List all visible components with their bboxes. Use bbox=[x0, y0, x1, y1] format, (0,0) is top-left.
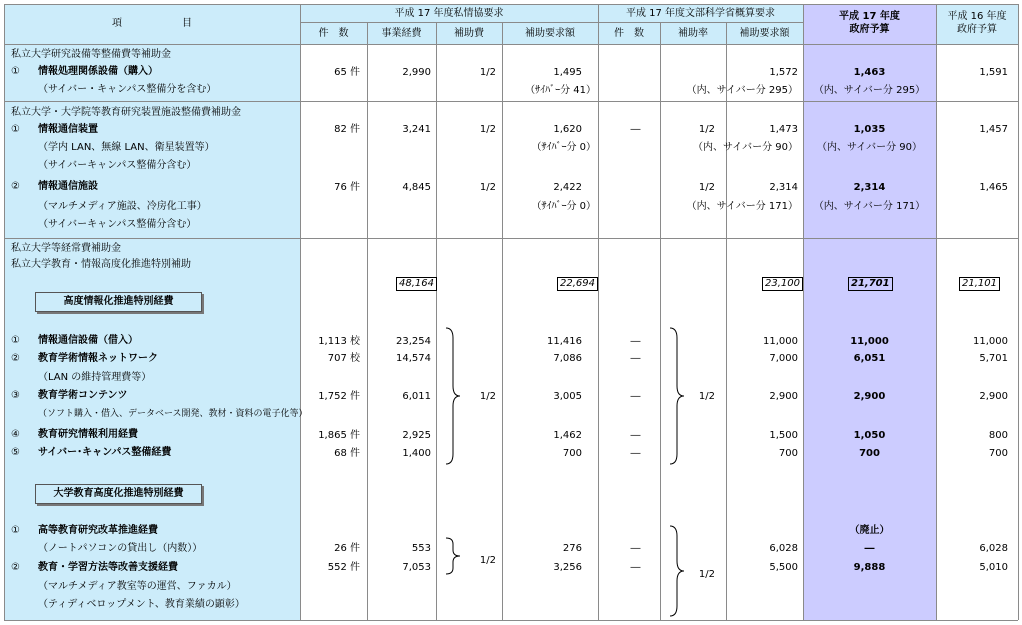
project-cost-header: 事業経費 bbox=[381, 28, 422, 39]
section2-item2-mext-request: 2,314 bbox=[769, 182, 798, 193]
cat2-item2-mext-request: 5,500 bbox=[769, 562, 798, 573]
cat1-item1-mext-request: 11,000 bbox=[763, 336, 798, 347]
cat1-item3-project-cost: 6,011 bbox=[402, 391, 431, 402]
cat1-item1-label: 情報通信設備（借入） bbox=[38, 335, 138, 346]
section1-budget17-note: （内、サイバー分 295） bbox=[813, 85, 926, 96]
budget17-header: 平成 17 年度 政府予算 bbox=[839, 11, 900, 35]
cat1-item5-count: 68 件 bbox=[334, 448, 360, 459]
section3-total-request: 22,694 bbox=[557, 277, 598, 291]
cat1-item5-mext-count: ― bbox=[630, 448, 641, 459]
section2-title: 私立大学・大学院等教育研究装置施設整備費補助金 bbox=[11, 107, 241, 118]
mext-request-header: 補助要求額 bbox=[739, 28, 790, 39]
cat1-item2-number: ② bbox=[11, 353, 20, 364]
section2-item1-budget16: 1,457 bbox=[979, 124, 1008, 135]
cat1-item3-count: 1,752 件 bbox=[318, 391, 360, 402]
request-amount-header: 補助要求額 bbox=[525, 28, 575, 39]
cat1-subsidy-brace bbox=[444, 326, 464, 466]
subsidy-ratio-header: 補助費 bbox=[454, 28, 484, 39]
section3-title2: 私立大学教育・情報高度化推進特別補助 bbox=[11, 259, 191, 270]
cat1-item5-project-cost: 1,400 bbox=[402, 448, 431, 459]
section2-item1-subsidy-ratio: 1/2 bbox=[479, 124, 496, 135]
cat2-item1-project-cost: 553 bbox=[411, 543, 431, 554]
cat1-item1-budget16: 11,000 bbox=[973, 336, 1008, 347]
cat1-item2-count: 707 校 bbox=[327, 353, 360, 364]
section2-item1-mext-request: 1,473 bbox=[769, 124, 798, 135]
cat1-item5-request: 700 bbox=[562, 448, 582, 459]
section2-item1-count: 82 件 bbox=[334, 124, 360, 135]
cat1-item1-number: ① bbox=[11, 335, 20, 346]
section2-item1-number: ① bbox=[11, 124, 20, 135]
cat2-item2-request: 3,256 bbox=[553, 562, 582, 573]
section2-item2-budget17: 2,314 bbox=[853, 182, 886, 193]
section2-item1-mext-rate: 1/2 bbox=[698, 124, 715, 135]
section2-item2-mext-note: （内、サイバー分 171） bbox=[686, 201, 798, 212]
cat2-item1-request: 276 bbox=[562, 543, 582, 554]
section2-item2-request: 2,422 bbox=[553, 182, 582, 193]
section1-title: 私立大学研究設備等整備費等補助金 bbox=[11, 49, 171, 60]
category1-label: 高度情報化推進特別経費 bbox=[35, 292, 202, 312]
cat2-item2-note2: （ティディベロップメント、教育業績の顕彰） bbox=[38, 599, 245, 610]
cat1-item5-number: ⑤ bbox=[11, 447, 20, 458]
section3-total-mext-request: 23,100 bbox=[762, 277, 803, 291]
section1-subsidy-ratio: 1/2 bbox=[479, 67, 496, 78]
cat1-mext-rate: 1/2 bbox=[698, 391, 715, 402]
budget-table bbox=[4, 4, 1018, 620]
cat1-item5-budget17: 700 bbox=[859, 448, 880, 459]
cat1-subsidy-ratio: 1/2 bbox=[479, 391, 496, 402]
cat1-item4-budget17: 1,050 bbox=[853, 430, 886, 441]
mext-group-header: 平成 17 年度文部科学省概算要求 bbox=[625, 8, 776, 19]
cat1-item2-label: 教育学術情報ネットワーク bbox=[38, 353, 158, 364]
cat1-item4-budget16: 800 bbox=[988, 430, 1008, 441]
section1-item-number: ① bbox=[11, 66, 20, 77]
cat2-item1-mext-request: 6,028 bbox=[769, 543, 798, 554]
cat1-item4-project-cost: 2,925 bbox=[402, 430, 431, 441]
cat1-item1-count: 1,113 校 bbox=[318, 336, 360, 347]
section2-item1-budget17: 1,035 bbox=[853, 124, 886, 135]
cat1-item2-project-cost: 14,574 bbox=[396, 353, 431, 364]
mext-count-header: 件 数 bbox=[614, 28, 644, 39]
cat1-item1-mext-count: ― bbox=[630, 336, 641, 347]
section2-item1-label: 情報通信装置 bbox=[38, 124, 98, 135]
section3-title1: 私立大学等経常費補助金 bbox=[11, 243, 121, 254]
section2-item1-request: 1,620 bbox=[553, 124, 582, 135]
section2-item1-budget17-note: （内、サイバー分 90） bbox=[816, 142, 922, 153]
cat2-item2-budget16: 5,010 bbox=[979, 562, 1008, 573]
section1-budget17: 1,463 bbox=[853, 67, 886, 78]
cat2-item1-budget17: （廃止） bbox=[849, 525, 890, 536]
cat1-item1-request: 11,416 bbox=[547, 336, 582, 347]
section2-item2-budget16: 1,465 bbox=[979, 182, 1008, 193]
cat2-item2-number: ② bbox=[11, 562, 20, 573]
section1-project-cost: 2,990 bbox=[402, 67, 431, 78]
cat1-item3-number: ③ bbox=[11, 390, 20, 401]
section2-item1-note1: （学内 LAN、無線 LAN、衛星装置等） bbox=[38, 142, 215, 153]
cat2-item1-budget16: 6,028 bbox=[979, 543, 1008, 554]
section1-request-note: （ｻｲﾊﾞｰ分 41） bbox=[525, 85, 596, 96]
section2-item2-note2: （サイバーキャンパス整備分含む） bbox=[38, 219, 197, 230]
section1-mext-note: （内、サイバー分 295） bbox=[686, 85, 798, 96]
section1-request: 1,495 bbox=[553, 67, 582, 78]
cat1-item3-budget16: 2,900 bbox=[979, 391, 1008, 402]
section2-item2-mext-rate: 1/2 bbox=[698, 182, 715, 193]
cat1-item3-note: （ソフト購入・借入、データベース開発、教材・資料の電子化等） bbox=[38, 409, 308, 419]
cat2-item2-budget17: 9,888 bbox=[853, 562, 886, 573]
section3-total-project-cost: 48,164 bbox=[396, 277, 437, 291]
cat1-item2-mext-request: 7,000 bbox=[769, 353, 798, 364]
cat1-item5-label: サイバー･キャンパス整備経費 bbox=[38, 447, 172, 458]
section2-item2-label: 情報通信施設 bbox=[38, 181, 98, 192]
section1-item-label: 情報処理関係設備（購入） bbox=[38, 66, 158, 77]
section2-item2-project-cost: 4,845 bbox=[402, 182, 431, 193]
cat1-item4-number: ④ bbox=[11, 429, 20, 440]
cat1-item1-project-cost: 23,254 bbox=[396, 336, 431, 347]
cat2-mext-brace bbox=[668, 524, 688, 618]
private-assoc-group-header: 平成 17 年度私情協要求 bbox=[394, 8, 504, 19]
cat2-item1-mext-count: ― bbox=[630, 543, 641, 554]
cat1-item3-label: 教育学術コンテンツ bbox=[38, 390, 128, 401]
cat2-item2-project-cost: 7,053 bbox=[402, 562, 431, 573]
cat1-item1-budget17: 11,000 bbox=[850, 336, 889, 347]
cat1-item3-mext-count: ― bbox=[630, 391, 641, 402]
cat2-item1-label: 高等教育研究改革推進経費 bbox=[38, 525, 158, 536]
section2-item2-note1: （マルチメディア施設、冷房化工事） bbox=[38, 201, 207, 212]
section2-item1-mext-note: （内、サイバー分 90） bbox=[692, 142, 798, 153]
category2-label: 大学教育高度化推進特別経費 bbox=[35, 484, 202, 504]
cat2-subsidy-brace bbox=[444, 536, 464, 576]
cat2-item2-label: 教育・学習方法等改善支援経費 bbox=[38, 562, 178, 573]
section2-item2-request-note: （ｻｲﾊﾞｰ分 0） bbox=[531, 201, 596, 212]
cat1-item2-mext-count: ― bbox=[630, 353, 641, 364]
section1-mext-request: 1,572 bbox=[769, 67, 798, 78]
cat2-item1-number: ① bbox=[11, 525, 20, 536]
cat1-item4-count: 1,865 件 bbox=[318, 430, 360, 441]
cat2-mext-rate: 1/2 bbox=[698, 569, 715, 580]
cat1-item5-budget16: 700 bbox=[988, 448, 1008, 459]
cat1-item4-request: 1,462 bbox=[553, 430, 582, 441]
cat1-item2-note: （LAN の維持管理費等） bbox=[38, 372, 152, 383]
cat1-item5-mext-request: 700 bbox=[778, 448, 798, 459]
section2-item2-count: 76 件 bbox=[334, 182, 360, 193]
cat1-item2-budget17: 6,051 bbox=[853, 353, 886, 364]
cat1-item3-request: 3,005 bbox=[553, 391, 582, 402]
cat2-item1-count: 26 件 bbox=[334, 543, 360, 554]
cat2-item2-note1: （マルチメディア教室等の運営、ファカル） bbox=[38, 581, 237, 592]
item-column-header: 項 目 bbox=[112, 18, 192, 29]
section2-item1-mext-count: ― bbox=[630, 124, 641, 135]
cat1-mext-brace bbox=[668, 326, 688, 466]
section1-budget16: 1,591 bbox=[979, 67, 1008, 78]
cat1-item3-mext-request: 2,900 bbox=[769, 391, 798, 402]
cat2-subsidy-ratio: 1/2 bbox=[479, 555, 496, 566]
section2-item1-request-note: （ｻｲﾊﾞｰ分 0） bbox=[531, 142, 596, 153]
cat1-item4-label: 教育研究情報利用経費 bbox=[38, 429, 138, 440]
cat1-item2-budget16: 5,701 bbox=[979, 353, 1008, 364]
section2-item2-subsidy-ratio: 1/2 bbox=[479, 182, 496, 193]
subsidy-rate-header: 補助率 bbox=[678, 28, 708, 39]
cat1-item4-mext-count: ― bbox=[630, 430, 641, 441]
cat1-item2-request: 7,086 bbox=[553, 353, 582, 364]
section1-count: 65 件 bbox=[334, 67, 360, 78]
cat2-item2-mext-count: ― bbox=[630, 562, 641, 573]
budget16-header: 平成 16 年度 政府予算 bbox=[947, 11, 1007, 35]
cat2-item1-budget17-value: ― bbox=[864, 543, 875, 554]
section3-total-budget16: 21,101 bbox=[959, 277, 1000, 291]
cat2-item1-note: （ノートパソコンの貸出し（内数）） bbox=[38, 543, 203, 554]
section2-item2-budget17-note: （内、サイバー分 171） bbox=[813, 201, 926, 212]
section3-total-budget17: 21,701 bbox=[848, 277, 893, 291]
cat1-item4-mext-request: 1,500 bbox=[769, 430, 798, 441]
cat1-item3-budget17: 2,900 bbox=[853, 391, 886, 402]
section2-item2-number: ② bbox=[11, 181, 20, 192]
count-header: 件 数 bbox=[318, 28, 349, 39]
cat2-item2-count: 552 件 bbox=[327, 562, 360, 573]
section1-item-note: （サイバー・キャンパス整備分を含む） bbox=[38, 84, 217, 95]
section2-item1-project-cost: 3,241 bbox=[402, 124, 431, 135]
section2-item1-note2: （サイバーキャンパス整備分含む） bbox=[38, 160, 197, 171]
